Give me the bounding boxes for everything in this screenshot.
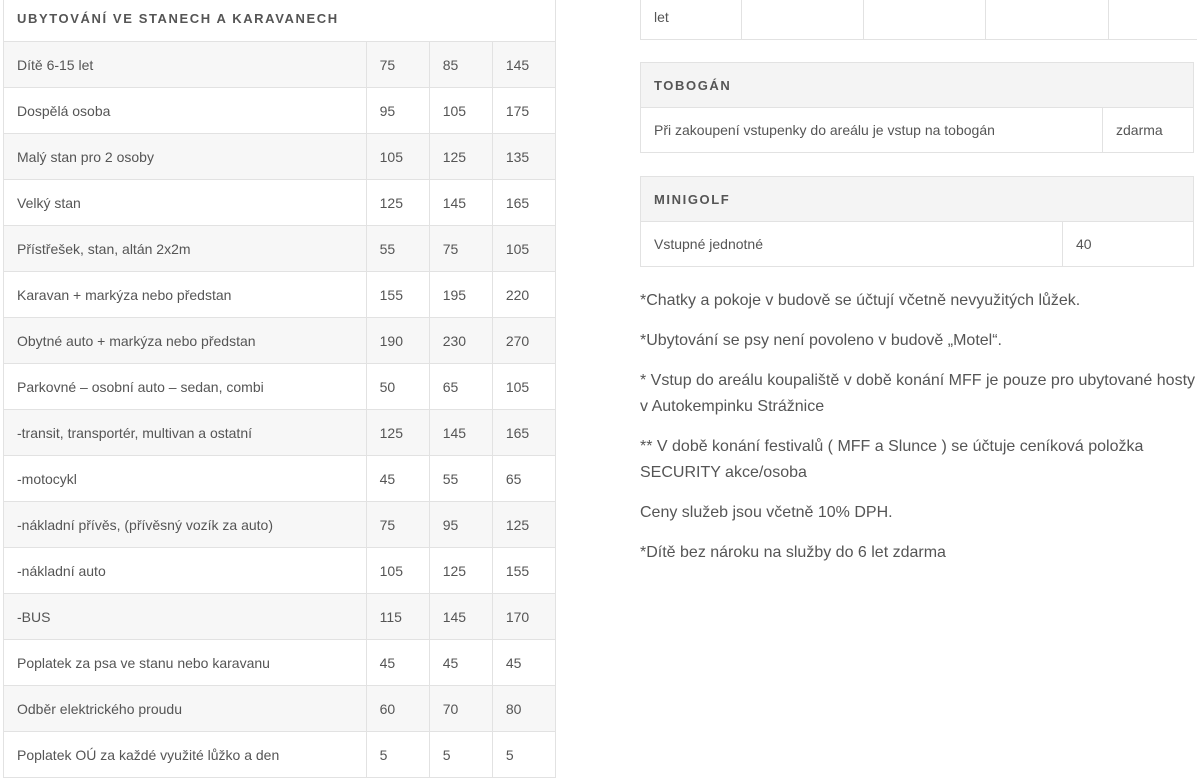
price-cell: 5 (366, 732, 429, 778)
table-header-row (641, 177, 1194, 222)
price-cell: 125 (366, 410, 429, 456)
table-header-row (4, 0, 556, 42)
price-cell: 135 (492, 134, 555, 180)
table-row (4, 88, 556, 134)
minigolf-price: 40 (1063, 222, 1194, 267)
note: Ceny služeb jsou včetně 10% DPH. (640, 504, 893, 521)
note: *Ubytování se psy není povoleno v budově „Motel“. (640, 332, 1002, 349)
row-label: Poplatek OÚ za každé využité lůžko a den (4, 732, 367, 778)
table-row (641, 0, 1197, 40)
price-cell: 230 (429, 318, 492, 364)
price-cell: 85 (429, 42, 492, 88)
price-cell: 75 (366, 502, 429, 548)
table-row (4, 42, 556, 88)
price-cell: 65 (429, 364, 492, 410)
price-cell: 115 (366, 594, 429, 640)
price-cell: 70 (429, 686, 492, 732)
price-cell (742, 0, 864, 40)
price-cell (986, 0, 1109, 40)
row-label: Malý stan pro 2 osoby (4, 134, 367, 180)
row-label: Dospělá osoba (4, 88, 367, 134)
table-row (4, 686, 556, 732)
price-cell: 45 (492, 640, 555, 686)
tobogan-table (640, 62, 1194, 153)
notes-section (640, 288, 1197, 580)
tobogan-title: TOBOGÁN (641, 63, 1194, 108)
note: *Chatky a pokoje v budově se účtují včetně nevyužitých lůžek. (640, 292, 1081, 309)
price-cell: 105 (366, 548, 429, 594)
table-row (4, 594, 556, 640)
row-label: Přístřešek, stan, altán 2x2m (4, 226, 367, 272)
table-title: UBYTOVÁNÍ VE STANECH A KARAVANECH (4, 0, 556, 42)
table-row (4, 456, 556, 502)
price-cell: 75 (366, 42, 429, 88)
note: ** V době konání festivalů ( MFF a Slunce ) se účtuje ceníková položka SECURITY akce/osoba (640, 438, 1144, 481)
price-cell: 125 (492, 502, 555, 548)
price-cell: 155 (492, 548, 555, 594)
note: *Dítě bez nároku na služby do 6 let zdarma (640, 544, 946, 561)
row-label: Obytné auto + markýza nebo předstan (4, 318, 367, 364)
price-cell: 105 (492, 364, 555, 410)
row-label: -BUS (4, 594, 367, 640)
price-cell: 220 (492, 272, 555, 318)
table-row (4, 732, 556, 778)
price-cell: 145 (429, 410, 492, 456)
price-cell: 145 (429, 180, 492, 226)
price-cell: 170 (492, 594, 555, 640)
price-cell: 5 (492, 732, 555, 778)
previous-table-fragment (640, 0, 1197, 40)
price-cell: 55 (429, 456, 492, 502)
table-row (4, 502, 556, 548)
price-cell: 270 (492, 318, 555, 364)
table-row (641, 108, 1194, 153)
price-cell: 45 (429, 640, 492, 686)
row-label: Karavan + markýza nebo předstan (4, 272, 367, 318)
price-cell: 125 (429, 548, 492, 594)
tobogan-price: zdarma (1103, 108, 1194, 153)
price-cell: 125 (429, 134, 492, 180)
price-cell: 65 (492, 456, 555, 502)
row-label: Velký stan (4, 180, 367, 226)
price-cell: 155 (366, 272, 429, 318)
table-row (4, 272, 556, 318)
note: * Vstup do areálu koupaliště v době konání MFF je pouze pro ubytované hosty v Autokempinku Strážnice (640, 372, 1196, 415)
price-cell: 125 (366, 180, 429, 226)
price-cell (1109, 0, 1197, 40)
price-cell: 95 (366, 88, 429, 134)
row-label: Odběr elektrického proudu (4, 686, 367, 732)
table-row (641, 222, 1194, 267)
price-cell: 75 (429, 226, 492, 272)
minigolf-title: MINIGOLF (641, 177, 1194, 222)
price-cell: 5 (429, 732, 492, 778)
minigolf-text: Vstupné jednotné (641, 222, 1063, 267)
tobogan-text: Při zakoupení vstupenky do areálu je vstup na tobogán (641, 108, 1103, 153)
minigolf-table (640, 176, 1194, 267)
price-cell (864, 0, 986, 40)
price-cell: 165 (492, 180, 555, 226)
price-cell: 145 (492, 42, 555, 88)
price-cell: 45 (366, 456, 429, 502)
price-cell: 190 (366, 318, 429, 364)
table-row (4, 226, 556, 272)
row-label: -transit, transportér, multivan a ostatní (4, 410, 367, 456)
table-row (4, 548, 556, 594)
row-label: -nákladní auto (4, 548, 367, 594)
price-cell: 195 (429, 272, 492, 318)
price-cell: 145 (429, 594, 492, 640)
price-cell: 175 (492, 88, 555, 134)
price-cell: 80 (492, 686, 555, 732)
row-label: let (641, 0, 742, 40)
price-cell: 165 (492, 410, 555, 456)
table-row (4, 134, 556, 180)
table-header-row (641, 63, 1194, 108)
price-cell: 105 (366, 134, 429, 180)
price-cell: 45 (366, 640, 429, 686)
row-label: Poplatek za psa ve stanu nebo karavanu (4, 640, 367, 686)
row-label: -nákladní přívěs, (přívěsný vozík za auto) (4, 502, 367, 548)
table-row (4, 410, 556, 456)
table-row (4, 180, 556, 226)
row-label: Parkovné – osobní auto – sedan, combi (4, 364, 367, 410)
table-row (4, 364, 556, 410)
table-row (4, 318, 556, 364)
price-cell: 50 (366, 364, 429, 410)
price-cell: 105 (492, 226, 555, 272)
camping-price-table (3, 0, 556, 778)
price-cell: 60 (366, 686, 429, 732)
price-cell: 55 (366, 226, 429, 272)
row-label: -motocykl (4, 456, 367, 502)
price-cell: 105 (429, 88, 492, 134)
table-row (4, 640, 556, 686)
price-cell: 95 (429, 502, 492, 548)
row-label: Dítě 6-15 let (4, 42, 367, 88)
